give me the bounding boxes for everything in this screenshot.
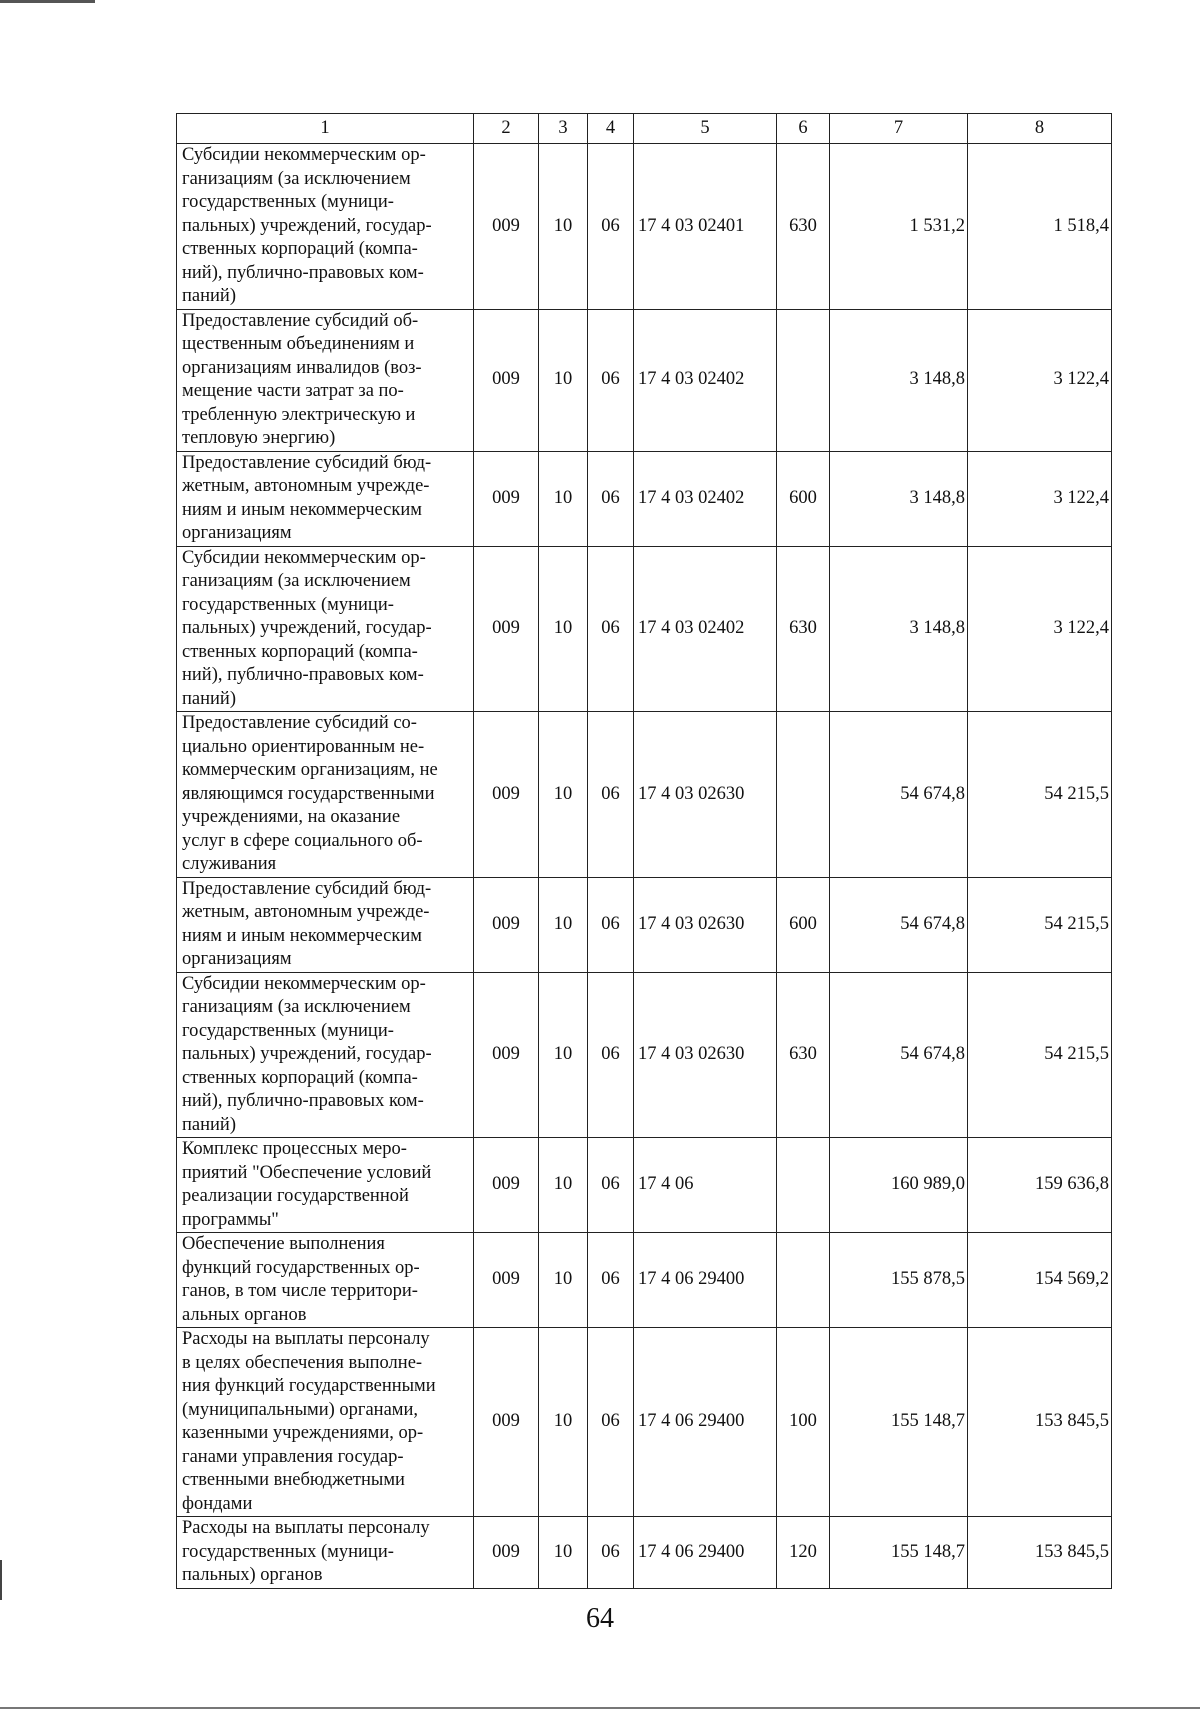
column-number: 5 — [634, 114, 777, 144]
description-line: паний) — [182, 286, 236, 306]
subsection-code: 06 — [588, 1328, 634, 1517]
description-line: жетным, автономным учрежде- — [182, 476, 430, 496]
ministry-code: 009 — [474, 1138, 539, 1233]
target-article-code: 17 4 06 29400 — [634, 1517, 777, 1589]
column-number: 8 — [968, 114, 1112, 144]
description-line: фондами — [182, 1493, 253, 1514]
description-line: ганами управления государ- — [182, 1446, 404, 1467]
description-line: в целях обеспечения выполне- — [182, 1352, 423, 1373]
subsection-code: 06 — [588, 451, 634, 546]
amount-actual: 153 845,5 — [968, 1328, 1112, 1517]
subsection-code: 06 — [588, 877, 634, 972]
ministry-code: 009 — [474, 144, 539, 310]
expense-type-code — [777, 309, 830, 451]
description-line: Предоставление субсидий бюд- — [182, 878, 432, 899]
description-line: ния функций государственными — [182, 1376, 436, 1396]
description-line: пальных) учреждений, государ- — [182, 618, 432, 638]
row-description — [177, 1138, 474, 1233]
description-line: ганизациям (за исключением — [182, 168, 411, 189]
table-row — [177, 546, 1112, 712]
amount-plan: 54 674,8 — [830, 972, 968, 1138]
target-article-code: 17 4 03 02401 — [634, 144, 777, 310]
target-article-code: 17 4 06 29400 — [634, 1328, 777, 1517]
column-number-row — [177, 114, 1112, 144]
description-line: организациям инвалидов (воз- — [182, 357, 422, 378]
table-row — [177, 1517, 1112, 1589]
amount-plan: 3 148,8 — [830, 451, 968, 546]
amount-actual: 3 122,4 — [968, 309, 1112, 451]
description-line: Субсидии некоммерческим ор- — [182, 145, 426, 165]
description-line: жетным, автономным учрежде- — [182, 902, 430, 922]
description-line: ниям и иным некоммерческим — [182, 925, 422, 946]
subsection-code: 06 — [588, 546, 634, 712]
description-line: пальных) учреждений, государ- — [182, 215, 432, 236]
table-row — [177, 712, 1112, 878]
section-code: 10 — [539, 1138, 588, 1233]
subsection-code: 06 — [588, 1517, 634, 1589]
description-line: паний) — [182, 1114, 236, 1135]
ministry-code: 009 — [474, 546, 539, 712]
amount-plan: 155 878,5 — [830, 1233, 968, 1328]
section-code: 10 — [539, 1233, 588, 1328]
subsection-code: 06 — [588, 1233, 634, 1328]
description-line: организациям — [182, 523, 292, 543]
description-line: услуг в сфере социального об- — [182, 830, 423, 851]
description-line: ганов, в том числе территори- — [182, 1281, 418, 1301]
description-line: пальных) учреждений, государ- — [182, 1044, 432, 1064]
description-line: Расходы на выплаты персоналу — [182, 1329, 430, 1349]
amount-actual: 1 518,4 — [968, 144, 1112, 310]
section-code: 10 — [539, 1328, 588, 1517]
description-line: Субсидии некоммерческим ор- — [182, 973, 426, 994]
row-description — [177, 309, 474, 451]
table-row — [177, 309, 1112, 451]
target-article-code: 17 4 03 02630 — [634, 877, 777, 972]
row-description — [177, 451, 474, 546]
expense-type-code: 600 — [777, 451, 830, 546]
description-line: ственных корпораций (компа- — [182, 1067, 418, 1088]
section-code: 10 — [539, 451, 588, 546]
section-code: 10 — [539, 877, 588, 972]
section-code: 10 — [539, 309, 588, 451]
amount-actual: 3 122,4 — [968, 451, 1112, 546]
description-line: (муниципальными) органами, — [182, 1399, 419, 1420]
amount-plan: 54 674,8 — [830, 712, 968, 878]
description-line: государственных (муници- — [182, 192, 394, 212]
expense-type-code — [777, 1233, 830, 1328]
expense-type-code: 630 — [777, 972, 830, 1138]
page-number: 64 — [586, 1603, 614, 1634]
table-row — [177, 1138, 1112, 1233]
description-line: Обеспечение выполнения — [182, 1234, 385, 1254]
description-line: являющимся государственными — [182, 783, 435, 804]
description-line: программы" — [182, 1209, 279, 1230]
expense-type-code — [777, 1138, 830, 1233]
amount-actual: 154 569,2 — [968, 1233, 1112, 1328]
description-line: Предоставление субсидий бюд- — [182, 452, 432, 473]
description-line: Предоставление субсидий об- — [182, 310, 419, 331]
amount-plan: 3 148,8 — [830, 546, 968, 712]
description-line: казенными учреждениями, ор- — [182, 1423, 424, 1443]
description-line: коммерческим организациям, не — [182, 760, 438, 780]
row-description — [177, 1233, 474, 1328]
description-line: служивания — [182, 854, 277, 874]
description-line: функций государственных ор- — [182, 1257, 420, 1278]
description-line: тепловую энергию) — [182, 428, 336, 448]
description-line: циально ориентированным не- — [182, 736, 425, 757]
description-line: ний), публично-правовых ком- — [182, 665, 424, 685]
description-line: ганизациям (за исключением — [182, 997, 411, 1017]
description-line: ственных корпораций (компа- — [182, 239, 418, 259]
description-line: организациям — [182, 949, 292, 969]
amount-actual: 54 215,5 — [968, 712, 1112, 878]
row-description — [177, 712, 474, 878]
target-article-code: 17 4 03 02402 — [634, 546, 777, 712]
subsection-code: 06 — [588, 1138, 634, 1233]
description-line: ственными внебюджетными — [182, 1470, 405, 1490]
target-article-code: 17 4 03 02630 — [634, 712, 777, 878]
target-article-code: 17 4 06 — [634, 1138, 777, 1233]
row-description — [177, 1517, 474, 1589]
amount-plan: 54 674,8 — [830, 877, 968, 972]
column-number: 6 — [777, 114, 830, 144]
subsection-code: 06 — [588, 309, 634, 451]
amount-actual: 54 215,5 — [968, 877, 1112, 972]
description-line: мещение части затрат за по- — [182, 381, 404, 401]
description-line: реализации государственной — [182, 1186, 409, 1206]
expense-type-code: 120 — [777, 1517, 830, 1589]
amount-plan: 155 148,7 — [830, 1517, 968, 1589]
section-code: 10 — [539, 712, 588, 878]
section-code: 10 — [539, 972, 588, 1138]
subsection-code: 06 — [588, 712, 634, 878]
table-row — [177, 451, 1112, 546]
target-article-code: 17 4 03 02402 — [634, 451, 777, 546]
ministry-code: 009 — [474, 309, 539, 451]
description-line: требленную электрическую и — [182, 404, 416, 425]
amount-actual: 3 122,4 — [968, 546, 1112, 712]
amount-plan: 3 148,8 — [830, 309, 968, 451]
column-number: 7 — [830, 114, 968, 144]
column-number: 3 — [539, 114, 588, 144]
amount-actual: 153 845,5 — [968, 1517, 1112, 1589]
section-code: 10 — [539, 1517, 588, 1589]
scan-edge-mark — [0, 1707, 1200, 1709]
description-line: государственных (муници- — [182, 594, 394, 615]
budget-table — [176, 113, 1112, 1589]
description-line: паний) — [182, 688, 236, 709]
description-line: ганизациям (за исключением — [182, 571, 411, 591]
description-line: Субсидии некоммерческим ор- — [182, 547, 426, 568]
table-body — [177, 114, 1112, 1589]
column-number: 4 — [588, 114, 634, 144]
amount-plan: 155 148,7 — [830, 1328, 968, 1517]
amount-actual: 159 636,8 — [968, 1138, 1112, 1233]
description-line: государственных (муници- — [182, 1541, 394, 1562]
expense-type-code: 630 — [777, 144, 830, 310]
row-description — [177, 144, 474, 310]
target-article-code: 17 4 03 02402 — [634, 309, 777, 451]
ministry-code: 009 — [474, 1233, 539, 1328]
column-number: 2 — [474, 114, 539, 144]
description-line: щественным объединениям и — [182, 334, 415, 354]
ministry-code: 009 — [474, 1517, 539, 1589]
ministry-code: 009 — [474, 972, 539, 1138]
amount-actual: 54 215,5 — [968, 972, 1112, 1138]
ministry-code: 009 — [474, 712, 539, 878]
section-code: 10 — [539, 144, 588, 310]
subsection-code: 06 — [588, 972, 634, 1138]
description-line: приятий "Обеспечение условий — [182, 1162, 432, 1183]
description-line: Расходы на выплаты персоналу — [182, 1518, 430, 1538]
expense-type-code — [777, 712, 830, 878]
section-code: 10 — [539, 546, 588, 712]
ministry-code: 009 — [474, 1328, 539, 1517]
description-line: ственных корпораций (компа- — [182, 641, 418, 662]
expense-type-code: 600 — [777, 877, 830, 972]
scan-edge-mark — [0, 1560, 2, 1600]
expense-type-code: 100 — [777, 1328, 830, 1517]
row-description — [177, 1328, 474, 1517]
description-line: Предоставление субсидий со- — [182, 713, 417, 733]
table-row — [177, 144, 1112, 310]
amount-plan: 1 531,2 — [830, 144, 968, 310]
subsection-code: 06 — [588, 144, 634, 310]
table-row — [177, 972, 1112, 1138]
description-line: Комплекс процессных меро- — [182, 1139, 407, 1159]
description-line: государственных (муници- — [182, 1020, 394, 1041]
table-row — [177, 1328, 1112, 1517]
description-line: альных органов — [182, 1304, 307, 1325]
table-row — [177, 877, 1112, 972]
row-description — [177, 972, 474, 1138]
ministry-code: 009 — [474, 451, 539, 546]
target-article-code: 17 4 06 29400 — [634, 1233, 777, 1328]
description-line: пальных) органов — [182, 1565, 323, 1585]
description-line: ний), публично-правовых ком- — [182, 1091, 424, 1111]
row-description — [177, 546, 474, 712]
expense-type-code: 630 — [777, 546, 830, 712]
amount-plan: 160 989,0 — [830, 1138, 968, 1233]
table-row — [177, 1233, 1112, 1328]
row-description — [177, 877, 474, 972]
description-line: учреждениями, на оказание — [182, 807, 401, 827]
ministry-code: 009 — [474, 877, 539, 972]
column-number: 1 — [177, 114, 474, 144]
description-line: ний), публично-правовых ком- — [182, 262, 424, 283]
target-article-code: 17 4 03 02630 — [634, 972, 777, 1138]
scan-edge-mark — [0, 0, 95, 3]
description-line: ниям и иным некоммерческим — [182, 499, 422, 520]
